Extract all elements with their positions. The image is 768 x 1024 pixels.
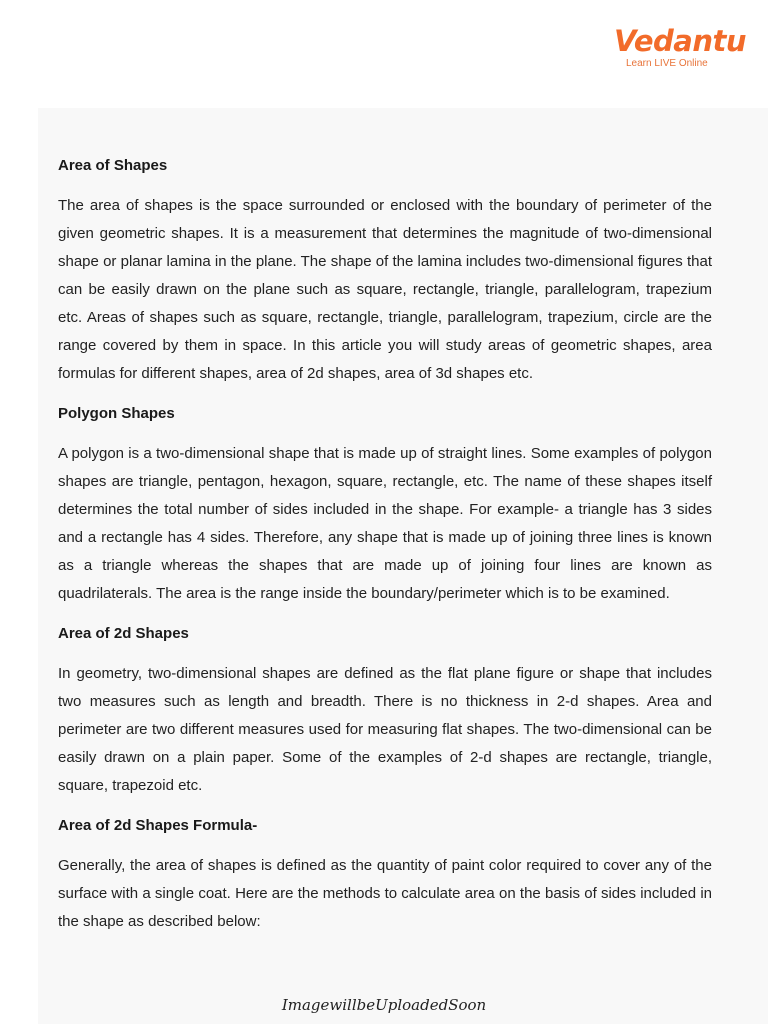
heading-area-of-2d-shapes: Area of 2d Shapes (58, 625, 189, 642)
paragraph-area-of-shapes: The area of shapes is the space surrounded or enclosed with the boundary of perimeter of the given geometric shapes. It is a measurement that determines the magnitude of two-dimensional shape or planar lamina in the plane. The shape of the lamina includes two-dimensional figures that can be easily drawn on the plane such as square, rectangle, triangle, parallelogram, trapezium etc. Areas of shapes such as square, rectangle, triangle, parallelogram, trapezium, circle are the range covered by them in space. In this article you will study areas of geometric shapes, area formulas for different shapes, area of 2d shapes, area of 3d shapes etc. (58, 197, 712, 382)
paragraph-area-of-2d-shapes: In geometry, two-dimensional shapes are defined as the flat plane figure or shape that includes two measures such as length and breadth. There is no thickness in 2-d shapes. Area and perimeter are two different measures used for measuring flat shapes. The two-dimensional can be easily drawn on a plain paper. Some of the examples of 2-d shapes are rectangle, triangle, square, trapezoid etc. (58, 665, 712, 794)
brand-name: Vedantu (614, 24, 746, 58)
heading-area-of-2d-shapes-formula: Area of 2d Shapes Formula- (58, 817, 258, 834)
heading-polygon-shapes: Polygon Shapes (58, 405, 175, 422)
brand-logo (600, 22, 746, 72)
paragraph-polygon-shapes: A polygon is a two-dimensional shape that is made up of straight lines. Some examples of polygon shapes are triangle, pentagon, hexagon, square, rectangle, etc. The name of these shapes itself determines the total number of sides included in the shape. For example- a triangle has 3 sides and a rectangle has 4 sides. Therefore, any shape that is made up of joining three lines is known as a triangle whereas the shapes that are made up of joining four lines are known as quadrilaterals. The area is the range inside the boundary/perimeter which is to be examined. (58, 445, 712, 602)
brand-tagline: Learn LIVE Online (626, 58, 708, 69)
heading-area-of-shapes: Area of Shapes (58, 157, 168, 174)
paragraph-area-of-2d-shapes-formula: Generally, the area of shapes is defined as the quantity of paint color required to cover any of the surface with a single coat. Here are the methods to calculate area on the basis of sides included in the shape as described below: (58, 857, 712, 930)
image-placeholder-text: ImagewillbeUploadedSoon (281, 996, 487, 1014)
article-content (58, 152, 712, 936)
